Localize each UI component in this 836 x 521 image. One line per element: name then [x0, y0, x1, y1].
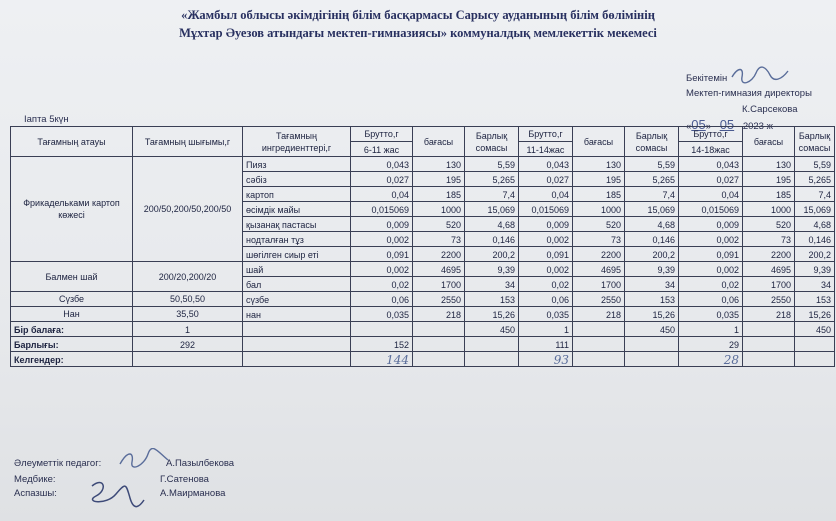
ingredient-value: 130 — [573, 157, 625, 172]
ingredient-value: 2550 — [573, 292, 625, 307]
table-row — [11, 292, 835, 307]
ingredient-value: 0,002 — [351, 232, 413, 247]
ingredient-value: 185 — [743, 187, 795, 202]
age-group-3: 14-18жас — [679, 142, 743, 157]
arrived-count-3: 28 — [679, 352, 743, 367]
ingredient-value: 1000 — [573, 202, 625, 217]
ingredient-value: 0,015069 — [519, 202, 573, 217]
dish-name: Нан — [11, 307, 133, 322]
ingredient-value: 2550 — [743, 292, 795, 307]
dish-name: Балмен шай — [11, 262, 133, 292]
ingredient-value: 0,043 — [351, 157, 413, 172]
table-row — [11, 262, 835, 277]
ingredient-value: 34 — [795, 277, 835, 292]
ingredient-value: 5,265 — [795, 172, 835, 187]
approval-label: Бекітемін — [686, 73, 728, 84]
ingredient-value: 0,035 — [679, 307, 743, 322]
ingredient-value: 73 — [743, 232, 795, 247]
ingredient-value: 0,02 — [351, 277, 413, 292]
arrived-label: Келгендер: — [11, 352, 133, 367]
ingredient-value: 0,002 — [519, 232, 573, 247]
ingredient-value: 0,009 — [351, 217, 413, 232]
ingredient-value: 15,069 — [625, 202, 679, 217]
ingredient-value: 0,02 — [679, 277, 743, 292]
dish-yield: 200/50,200/50,200/50 — [133, 157, 243, 262]
ingredient-value: 15,069 — [795, 202, 835, 217]
header-gross-1: Брутто,г — [351, 127, 413, 142]
per-child-gross-2: 1 — [519, 322, 573, 337]
dish-name: Фрикадельками картоп көжесі — [11, 157, 133, 262]
ingredient-value: 4695 — [413, 262, 465, 277]
total-gross-2: 111 — [519, 337, 573, 352]
ingredient-name: шөгілген сиыр еті — [243, 247, 351, 262]
ingredient-value: 0,002 — [679, 262, 743, 277]
arrived-count-2: 93 — [519, 352, 573, 367]
director-signature — [730, 63, 790, 89]
approval-year: 2023 ж — [742, 121, 773, 132]
ingredient-value: 0,027 — [519, 172, 573, 187]
ingredient-value: 4,68 — [625, 217, 679, 232]
table-row — [11, 157, 835, 172]
ingredient-value: 200,2 — [465, 247, 519, 262]
ingredient-value: 0,027 — [351, 172, 413, 187]
ingredient-value: 73 — [413, 232, 465, 247]
total-gross-3: 29 — [679, 337, 743, 352]
ingredient-value: 0,002 — [351, 262, 413, 277]
ingredient-name: нодталған тұз — [243, 232, 351, 247]
ingredient-value: 7,4 — [625, 187, 679, 202]
menu-table — [10, 126, 835, 367]
per-child-total-1: 450 — [465, 322, 519, 337]
ingredient-value: 2200 — [573, 247, 625, 262]
per-child-label: Бір балаға: — [11, 322, 133, 337]
header-price-3: бағасы — [743, 127, 795, 157]
cook-label: Аспазшы: — [14, 488, 57, 499]
ingredient-value: 520 — [573, 217, 625, 232]
approval-director: К.Сарсекова — [742, 104, 798, 115]
ingredient-value: 4,68 — [465, 217, 519, 232]
ingredient-value: 0,146 — [625, 232, 679, 247]
ingredient-value: 153 — [465, 292, 519, 307]
ingredient-value: 0,146 — [465, 232, 519, 247]
ingredient-value: 0,06 — [519, 292, 573, 307]
ingredient-name: өсімдік майы — [243, 202, 351, 217]
ingredient-value: 0,091 — [679, 247, 743, 262]
ingredient-value: 4,68 — [795, 217, 835, 232]
ingredient-value: 0,091 — [519, 247, 573, 262]
per-child-total-2: 450 — [625, 322, 679, 337]
ingredient-value: 218 — [743, 307, 795, 322]
ingredient-value: 0,035 — [351, 307, 413, 322]
ingredient-value: 4695 — [573, 262, 625, 277]
ingredient-value: 34 — [625, 277, 679, 292]
document-title-line-2: Мұхтар Әуезов атындағы мектеп-гимназиясы» коммуналдық мемлекеттік мекемесі — [179, 26, 657, 40]
ingredient-value: 0,009 — [679, 217, 743, 232]
pedagog-signature — [118, 448, 170, 474]
ingredient-value: 153 — [795, 292, 835, 307]
ingredient-value: 185 — [573, 187, 625, 202]
arrived-row — [11, 352, 835, 367]
header-dish: Тағамның атауы — [11, 127, 133, 157]
ingredient-value: 153 — [625, 292, 679, 307]
ingredient-value: 1700 — [413, 277, 465, 292]
age-group-2: 11-14жас — [519, 142, 573, 157]
ingredient-name: нан — [243, 307, 351, 322]
arrived-count-1: 144 — [351, 352, 413, 367]
approval-date: «05» 05 2023 ж — [686, 117, 773, 132]
table-row — [11, 307, 835, 322]
ingredient-value: 5,59 — [795, 157, 835, 172]
week-label: Iапта 5күн — [24, 114, 69, 125]
ingredient-value: 15,26 — [795, 307, 835, 322]
per-child-row — [11, 322, 835, 337]
nurse-name: Г.Сатенова — [160, 474, 209, 485]
header-price-1: бағасы — [413, 127, 465, 157]
ingredient-value: 0,027 — [679, 172, 743, 187]
ingredient-value: 0,06 — [679, 292, 743, 307]
dish-yield: 35,50 — [133, 307, 243, 322]
ingredient-value: 7,4 — [465, 187, 519, 202]
ingredient-value: 0,015069 — [679, 202, 743, 217]
ingredient-value: 2550 — [413, 292, 465, 307]
ingredient-value: 15,069 — [465, 202, 519, 217]
nurse-label: Медбике: — [14, 474, 56, 485]
per-child-gross-3: 1 — [679, 322, 743, 337]
ingredient-name: сәбіз — [243, 172, 351, 187]
ingredient-value: 2200 — [743, 247, 795, 262]
ingredient-value: 4695 — [743, 262, 795, 277]
ingredient-value: 520 — [743, 217, 795, 232]
ingredient-value: 9,39 — [465, 262, 519, 277]
ingredient-value: 218 — [413, 307, 465, 322]
header-price-2: бағасы — [573, 127, 625, 157]
ingredient-value: 0,02 — [519, 277, 573, 292]
ingredient-value: 130 — [743, 157, 795, 172]
ingredient-value: 0,146 — [795, 232, 835, 247]
ingredient-value: 0,043 — [679, 157, 743, 172]
ingredient-value: 5,265 — [625, 172, 679, 187]
approval-position: Мектеп-гимназия директоры — [686, 88, 812, 99]
ingredient-name: сүзбе — [243, 292, 351, 307]
ingredient-value: 195 — [413, 172, 465, 187]
ingredient-value: 1000 — [413, 202, 465, 217]
ingredient-name: шай — [243, 262, 351, 277]
ingredient-value: 9,39 — [795, 262, 835, 277]
ingredient-value: 195 — [743, 172, 795, 187]
ingredient-value: 73 — [573, 232, 625, 247]
ingredient-value: 15,26 — [625, 307, 679, 322]
dish-yield: 50,50,50 — [133, 292, 243, 307]
ingredient-value: 520 — [413, 217, 465, 232]
ingredient-value: 0,002 — [519, 262, 573, 277]
ingredient-value: 34 — [465, 277, 519, 292]
pedagog-name: А.Пазылбекова — [166, 458, 235, 469]
per-child-total-3: 450 — [795, 322, 835, 337]
ingredient-name: қызанақ пастасы — [243, 217, 351, 232]
ingredient-value: 0,06 — [351, 292, 413, 307]
ingredient-value: 195 — [573, 172, 625, 187]
ingredient-value: 2200 — [413, 247, 465, 262]
total-label: Барлығы: — [11, 337, 133, 352]
ingredient-value: 200,2 — [795, 247, 835, 262]
approval-day: 05 — [691, 117, 706, 132]
ingredient-value: 5,265 — [465, 172, 519, 187]
ingredient-value: 1000 — [743, 202, 795, 217]
ingredient-value: 1700 — [743, 277, 795, 292]
ingredient-value: 0,04 — [679, 187, 743, 202]
header-total-2: Барлық сомасы — [625, 127, 679, 157]
ingredient-value: 0,035 — [519, 307, 573, 322]
total-row — [11, 337, 835, 352]
approval-month: 05 — [719, 117, 735, 132]
pedagog-label: Әлеуметтік педагог: — [14, 458, 102, 469]
ingredient-name: картоп — [243, 187, 351, 202]
header-yield: Тағамның шығымы,г — [133, 127, 243, 157]
age-group-1: 6-11 жас — [351, 142, 413, 157]
header-gross-2: Брутто,г — [519, 127, 573, 142]
ingredient-value: 185 — [413, 187, 465, 202]
dish-name: Сүзбе — [11, 292, 133, 307]
per-child-yield: 1 — [133, 322, 243, 337]
ingredient-value: 0,009 — [519, 217, 573, 232]
ingredient-value: 200,2 — [625, 247, 679, 262]
table-header-row — [11, 127, 835, 142]
header-gross-3: Брутто,г — [679, 127, 743, 142]
ingredient-value: 0,015069 — [351, 202, 413, 217]
ingredient-value: 0,04 — [519, 187, 573, 202]
total-yield: 292 — [133, 337, 243, 352]
ingredient-value: 218 — [573, 307, 625, 322]
ingredient-name: бал — [243, 277, 351, 292]
ingredient-value: 9,39 — [625, 262, 679, 277]
dish-yield: 200/20,200/20 — [133, 262, 243, 292]
ingredient-value: 5,59 — [465, 157, 519, 172]
ingredient-value: 0,091 — [351, 247, 413, 262]
ingredient-value: 15,26 — [465, 307, 519, 322]
header-total-1: Барлық сомасы — [465, 127, 519, 157]
ingredient-value: 0,002 — [679, 232, 743, 247]
ingredient-value: 0,04 — [351, 187, 413, 202]
document-title-line-1: «Жамбыл облысы әкімдігінің білім басқармасы Сарысу ауданының білім бөлімінің — [181, 8, 655, 22]
ingredient-value: 1700 — [573, 277, 625, 292]
ingredient-name: Пияз — [243, 157, 351, 172]
ingredient-value: 7,4 — [795, 187, 835, 202]
cook-name: А.Маирманова — [160, 488, 226, 499]
ingredient-value: 130 — [413, 157, 465, 172]
header-ingredients: Тағамның ингредиенттері,г — [243, 127, 351, 157]
ingredient-value: 5,59 — [625, 157, 679, 172]
header-total-3: Барлық сомасы — [795, 127, 835, 157]
cook-signature — [86, 476, 146, 516]
total-gross-1: 152 — [351, 337, 413, 352]
ingredient-value: 0,043 — [519, 157, 573, 172]
